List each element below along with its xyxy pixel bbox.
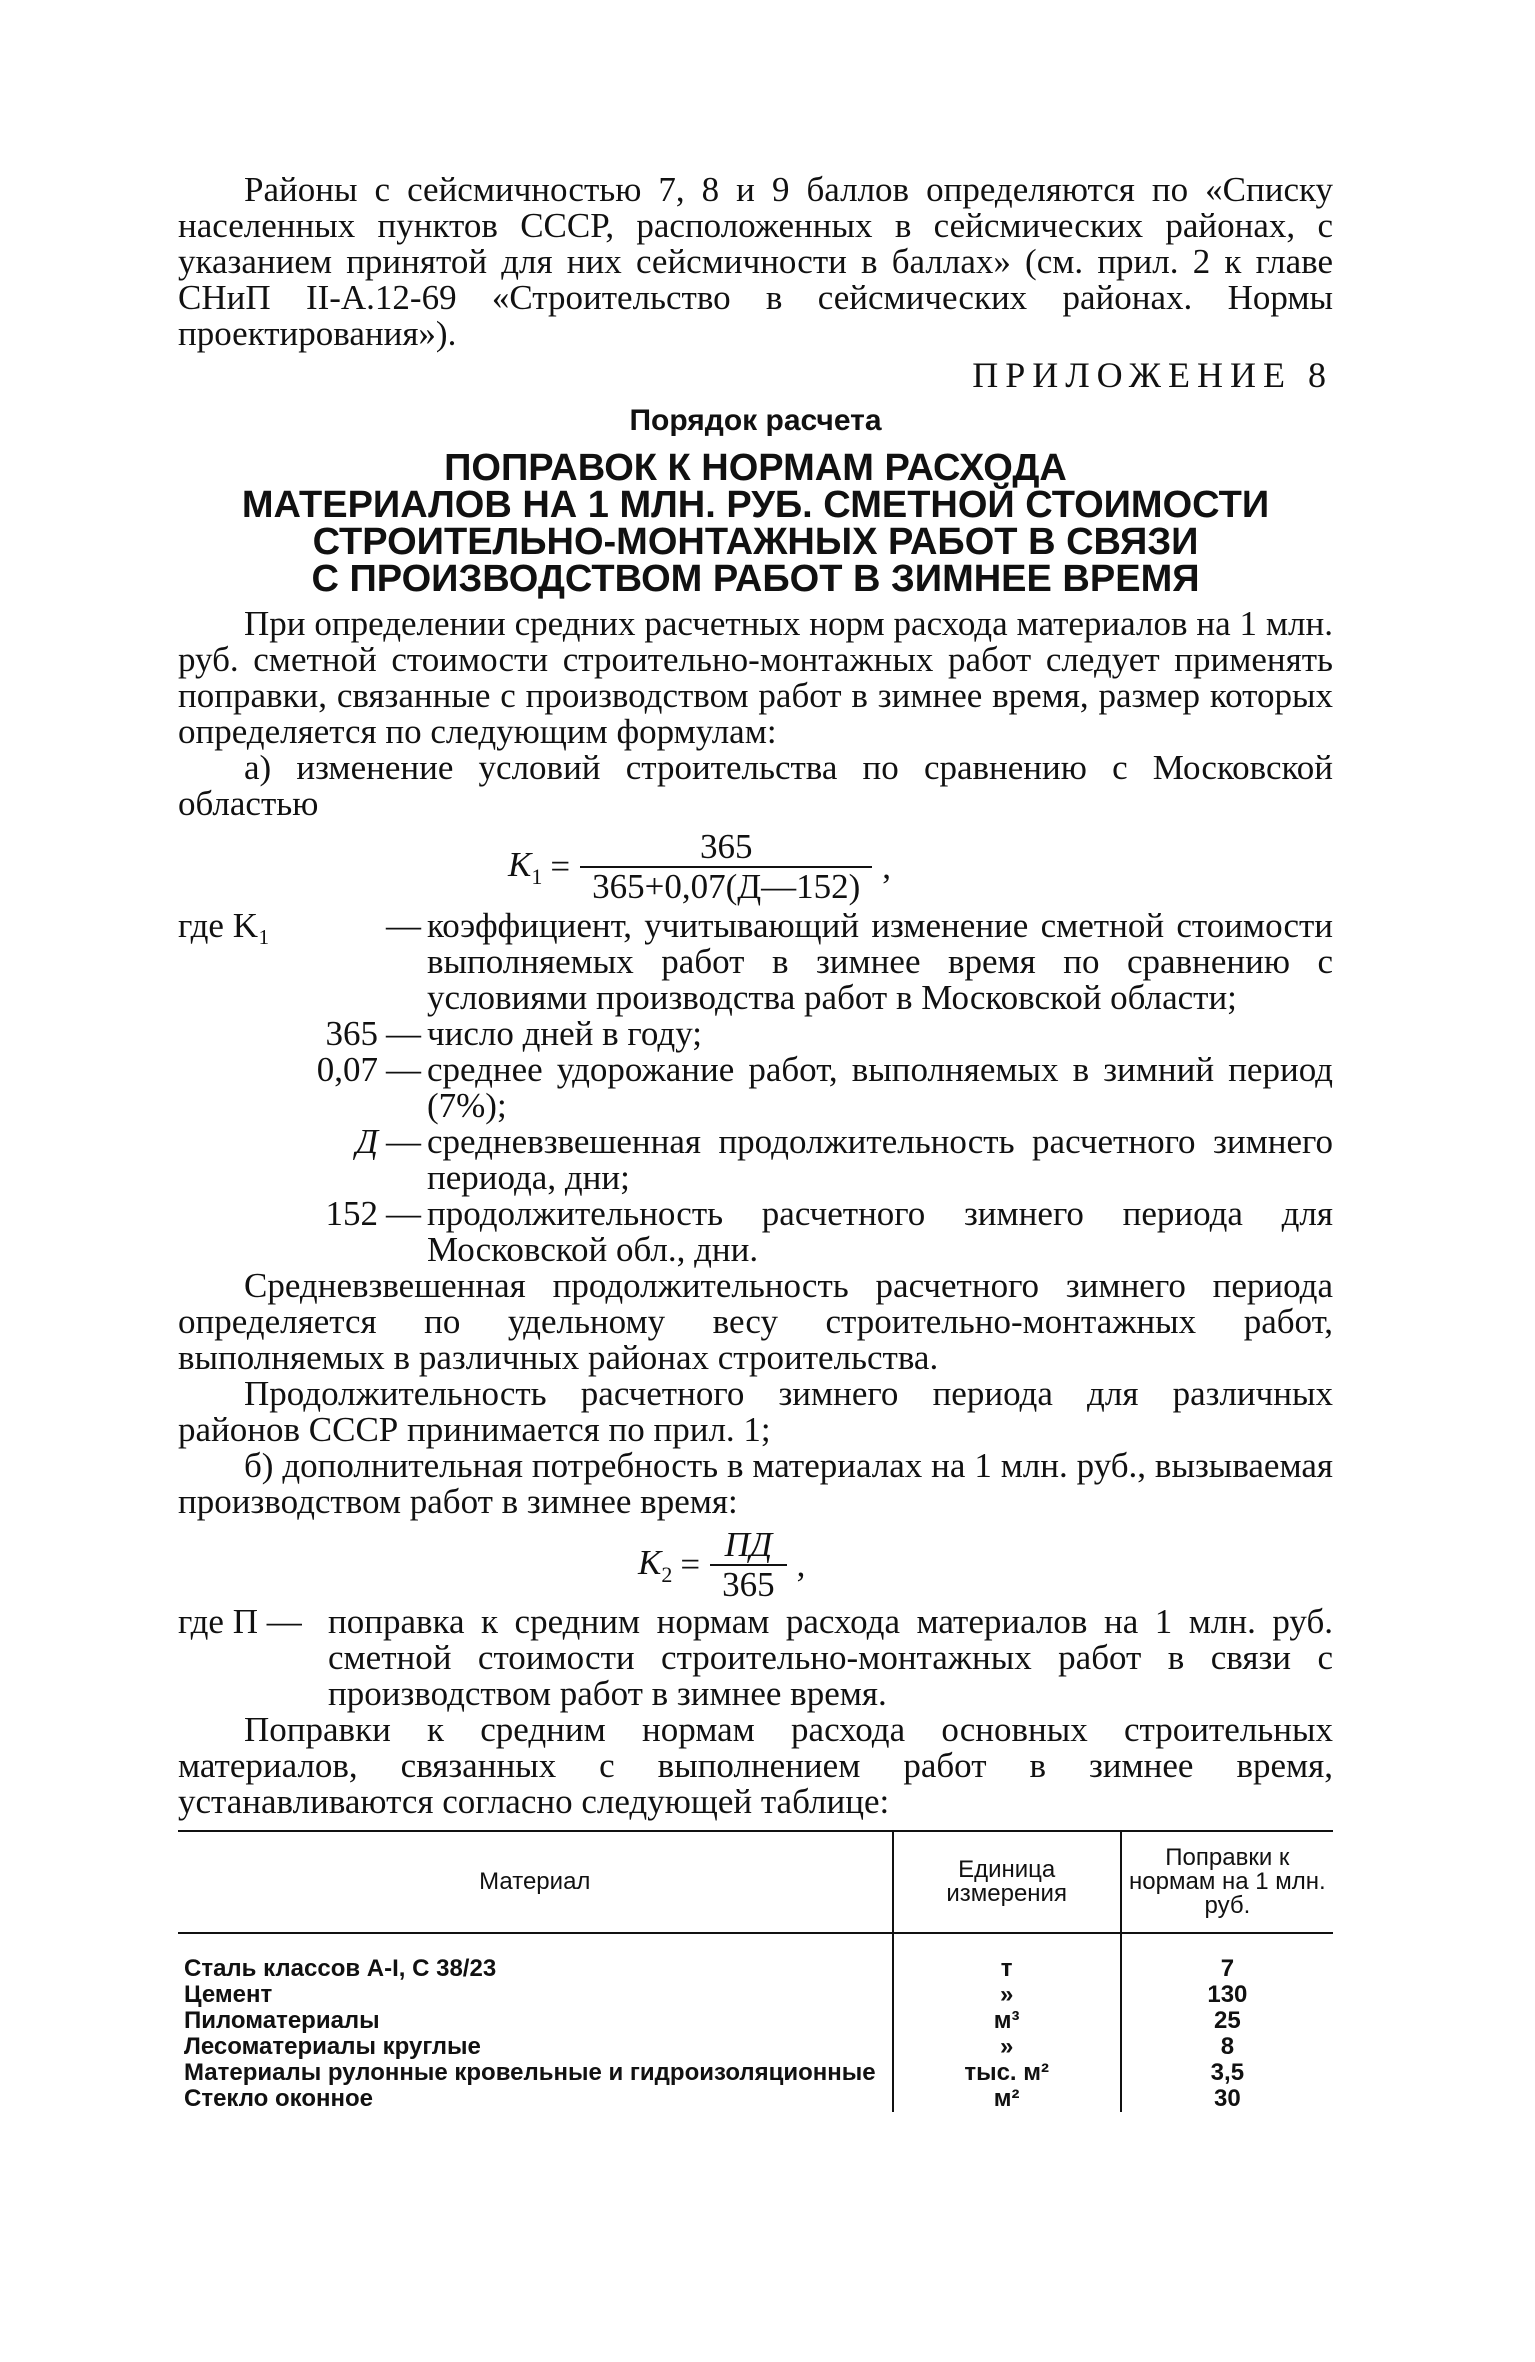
paragraph-duration: Продолжительность расчетного зимнего периода для различных районов СССР принимается по прил. 1; <box>178 1374 1333 1449</box>
cell-value: 130 <box>1121 1982 1333 2008</box>
formula-k1 <box>508 828 1333 906</box>
definition-term: где П — <box>178 1602 302 1641</box>
title-line: ПОПРАВОК К НОРМАМ РАСХОДА <box>444 447 1067 489</box>
cell-material: Лесоматериалы круглые <box>184 2033 481 2060</box>
definition-dash: — <box>386 906 421 945</box>
paragraph-table-intro: Поправки к средним нормам расхода основных строительных материалов, связанных с выполнением работ в зимнее время, устанавливаются согласно следующей таблице: <box>178 1710 1333 1821</box>
definition-item <box>178 1196 1333 1268</box>
cell-material: Цемент <box>184 1981 273 2008</box>
cell-unit: » <box>893 1982 1121 2008</box>
definition-text: продолжительность расчетного зимнего периода для Московской обл., дни. <box>427 1194 1333 1269</box>
section-title <box>178 447 1333 600</box>
title-line: С ПРОИЗВОДСТВОМ РАБОТ В ЗИМНЕЕ ВРЕМЯ <box>311 558 1200 600</box>
table-header-row <box>178 1831 1333 1933</box>
definition-text: коэффициент, учитывающий изменение сметной стоимости выполняемых работ в зимнее время по сравнению с условиями производства работ в Московской области; <box>427 906 1333 1017</box>
formula-numerator: ПД <box>724 1525 773 1564</box>
cell-unit: м² <box>893 2086 1121 2112</box>
formula-k2 <box>638 1526 1333 1604</box>
definition-p <box>178 1604 1333 1712</box>
formula-denominator: 365 <box>710 1564 787 1604</box>
definition-item <box>178 1124 1333 1196</box>
cell-value: 8 <box>1121 2034 1333 2060</box>
appendix-label: ПРИЛОЖЕНИЕ 8 <box>972 355 1333 395</box>
paragraph-item-a: а) изменение условий строительства по сравнению с Московской областью <box>178 748 1333 823</box>
definition-text: число дней в году; <box>427 1014 702 1053</box>
header-correction: Поправки к нормам на 1 млн. руб. <box>1121 1831 1333 1933</box>
formula-fraction <box>580 828 872 906</box>
paragraph-weighted: Средневзвешенная продолжительность расчетного зимнего периода определяется по удельному весу строительно-монтажных работ, выполняемых в различных районах строительства. <box>178 1266 1333 1377</box>
intro-paragraph: Районы с сейсмичностью 7, 8 и 9 баллов определяются по «Списку населенных пунктов СССР, расположенных в сейсмических районах, с указанием принятой для них сейсмичности в баллах» (см. прил. 2 к главе СНиП II-А.12-69 «Строительство в сейсмических районах. Нормы проектирования»). <box>178 170 1333 353</box>
definition-item <box>178 908 1333 1016</box>
cell-material: Пиломатериалы <box>184 2007 380 2034</box>
document-page <box>178 172 1333 2112</box>
title-line: МАТЕРИАЛОВ НА 1 МЛН. РУБ. СМЕТНОЙ СТОИМОСТИ <box>241 484 1270 526</box>
formula-equals: = <box>680 1545 701 1584</box>
definition-term: где K₁ <box>178 906 271 945</box>
definition-item <box>178 1016 1333 1052</box>
title-line: СТРОИТЕЛЬНО-МОНТАЖНЫХ РАБОТ В СВЯЗИ <box>312 521 1199 563</box>
definition-dash: — <box>386 1122 421 1161</box>
section-subtitle: Порядок расчета <box>629 404 882 437</box>
formula-comma: , <box>882 847 892 886</box>
definition-dash: — <box>386 1014 421 1053</box>
definition-text: среднее удорожание работ, выполняемых в зимний период (7%); <box>427 1050 1333 1125</box>
cell-value: 3,5 <box>1121 2060 1333 2086</box>
formula-fraction <box>710 1526 787 1604</box>
table-row <box>178 2060 1333 2086</box>
definition-dash: — <box>386 1050 421 1089</box>
table-row <box>178 2008 1333 2034</box>
header-unit: Единица измерения <box>893 1831 1121 1933</box>
table-row <box>178 2086 1333 2112</box>
cell-value: 30 <box>1121 2086 1333 2112</box>
cell-unit: т <box>893 1933 1121 1982</box>
formula-numerator: 365 <box>699 827 753 866</box>
definition-dash: — <box>386 1194 421 1233</box>
header-material: Материал <box>479 1868 591 1895</box>
definition-term: 365 <box>325 1014 378 1053</box>
cell-value: 7 <box>1121 1933 1333 1982</box>
table-row <box>178 1933 1333 1982</box>
formula-denominator: 365+0,07(Д—152) <box>580 866 872 906</box>
cell-unit: тыс. м² <box>893 2060 1121 2086</box>
cell-material: Материалы рулонные кровельные и гидроизоляционные <box>184 2059 876 2086</box>
formula-equals: = <box>550 847 571 886</box>
formula-variable: $K_1$ <box>508 844 543 889</box>
definitions-list <box>178 908 1333 1268</box>
definition-item <box>178 1052 1333 1124</box>
cell-unit: » <box>893 2034 1121 2060</box>
paragraph-item-b: б) дополнительная потребность в материалах на 1 млн. руб., вызываемая производством работ в зимнее время: <box>178 1446 1333 1521</box>
definition-text: поправка к средним нормам расхода материалов на 1 млн. руб. сметной стоимости строительно-монтажных работ в связи с производством работ в зимнее время. <box>328 1602 1333 1713</box>
cell-unit: м³ <box>893 2008 1121 2034</box>
definition-term: 0,07 <box>316 1050 378 1089</box>
cell-material: Стекло оконное <box>184 2085 374 2112</box>
materials-table <box>178 1830 1333 2112</box>
cell-material: Сталь классов А-I, С 38/23 <box>184 1955 497 1982</box>
table-row <box>178 2034 1333 2060</box>
paragraph-norms: При определении средних расчетных норм расхода материалов на 1 млн. руб. сметной стоимости строительно-монтажных работ следует применять поправки, связанные с производством работ в зимнее время, размер которых определяется по следующим формулам: <box>178 604 1333 751</box>
definition-text: средневзвешенная продолжительность расчетного зимнего периода, дни; <box>427 1122 1333 1197</box>
formula-comma: , <box>796 1545 806 1584</box>
formula-variable: $K_2$ <box>638 1542 673 1587</box>
cell-value: 25 <box>1121 2008 1333 2034</box>
definition-term: Д <box>355 1122 378 1161</box>
table-row <box>178 1982 1333 2008</box>
definition-term: 152 <box>325 1194 378 1233</box>
